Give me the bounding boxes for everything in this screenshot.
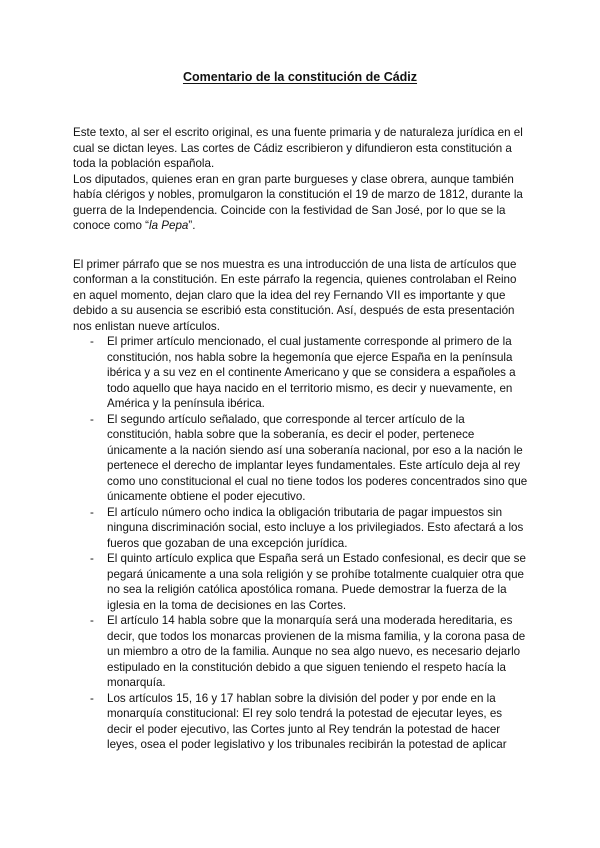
list-item — [73, 613, 529, 691]
paragraph-deputies — [73, 172, 529, 234]
list-item — [73, 551, 529, 613]
list-item-text: El quinto artículo explica que España será un Estado confesional, es decir que se pegará únicamente a una sola religión y se prohíbe totalmente cualquier otra que no sea la religión católica apostólica romana. Puede demostrar la fuerza de la iglesia en la toma de decisiones en las Cortes. — [107, 552, 526, 612]
bullet-dash: - — [90, 412, 94, 426]
bullet-dash: - — [90, 505, 94, 519]
list-item-text: El primer artículo mencionado, el cual justamente corresponde al primero de la constitución, nos habla sobre la hegemonía que ejerce España en la península ibérica y a su vez en el continente Americano y que se considera a españoles a todo aquello que haya nacido en el territorio mismo, es decir y nuevamente, en América y la península ibérica. — [107, 335, 516, 410]
paragraph-first-analysis: El primer párrafo que se nos muestra es una introducción de una lista de artículos que conforman a la constitución. En este párrafo la regencia, quienes controlaban el Reino en aquel momento, dejan claro que la idea del rey Fernando VII es importante y que debido a su ausencia se escribió esta constitución. Así, después de esta presentación nos enlistan nueve artículos. — [73, 257, 517, 333]
list-item — [73, 691, 529, 753]
la-pepa-italic: la Pepa — [149, 219, 189, 232]
document-body — [73, 125, 529, 753]
list-item-text: El artículo 14 habla sobre que la monarquía será una moderada hereditaria, es decir, que todos los monarcas provienen de la misma familia, y la corona pasa de un miembro a otro de la familia. Aunque no sea algo nuevo, es necesario dejarlo estipulado en la constitución debido a que siguen teniendo el respeto hacía la monarquía. — [107, 614, 526, 689]
bullet-dash: - — [90, 614, 94, 627]
list-item — [73, 334, 529, 412]
list-item-text: El artículo número ocho indica la obligación tributaria de pagar impuestos sin ninguna discriminación social, esto incluye a los privilegiados. Esto afectará a los fueros que gozaban de una excepción jurídica. — [107, 505, 524, 550]
list-item-text: Los artículos 15, 16 y 17 hablan sobre la división del poder y por ende en la monarquía constitucional: El rey solo tendrá la potestad de ejecutar leyes, es decir el poder ejecutivo, las Cortes junto al Rey tendrán la potestad de hacer leyes, osea el poder legislativo y los tribunales recibirán la potestad de aplicar — [107, 691, 507, 751]
paragraph-deputies-end: ”. — [188, 219, 196, 232]
paragraph-intro: Este texto, al ser el escrito original, es una fuente primaria y de naturaleza jurídica en el cual se dictan leyes. Las cortes de Cádiz escribieron y difundieron esta constitución a toda la población española. — [73, 126, 523, 170]
bullet-dash: - — [90, 552, 94, 565]
bullet-dash: - — [90, 335, 94, 348]
paragraph-gap — [73, 234, 529, 257]
paragraph-deputies-text: Los diputados, quienes eran en gran parte burgueses y clase obrera, aunque también había clérigos y nobles, promulgaron la constitución el 19 de marzo de 1812, durante la guerra de la Independencia. Coincide con la festividad de San José, por lo que se la conoce como “ — [73, 172, 523, 232]
list-item — [73, 505, 529, 552]
document-title: Comentario de la constitución de Cádiz — [182, 70, 418, 84]
articles-list — [73, 334, 529, 753]
list-item-text: El segundo artículo señalado, que corresponde al tercer artículo de la constitución, habla sobre que la soberanía, es decir el poder, pertenece únicamente a la nación siendo así una soberanía nacional, por eso a la nación le pertenece el derecho de implantar leyes fundamentales. Este artículo deja al rey como uno constitucional el cual no tiene todos los poderes concentrados sino que únicamente obtiene el poder ejecutivo. — [107, 412, 528, 503]
bullet-dash: - — [90, 691, 94, 705]
list-item — [73, 412, 529, 505]
